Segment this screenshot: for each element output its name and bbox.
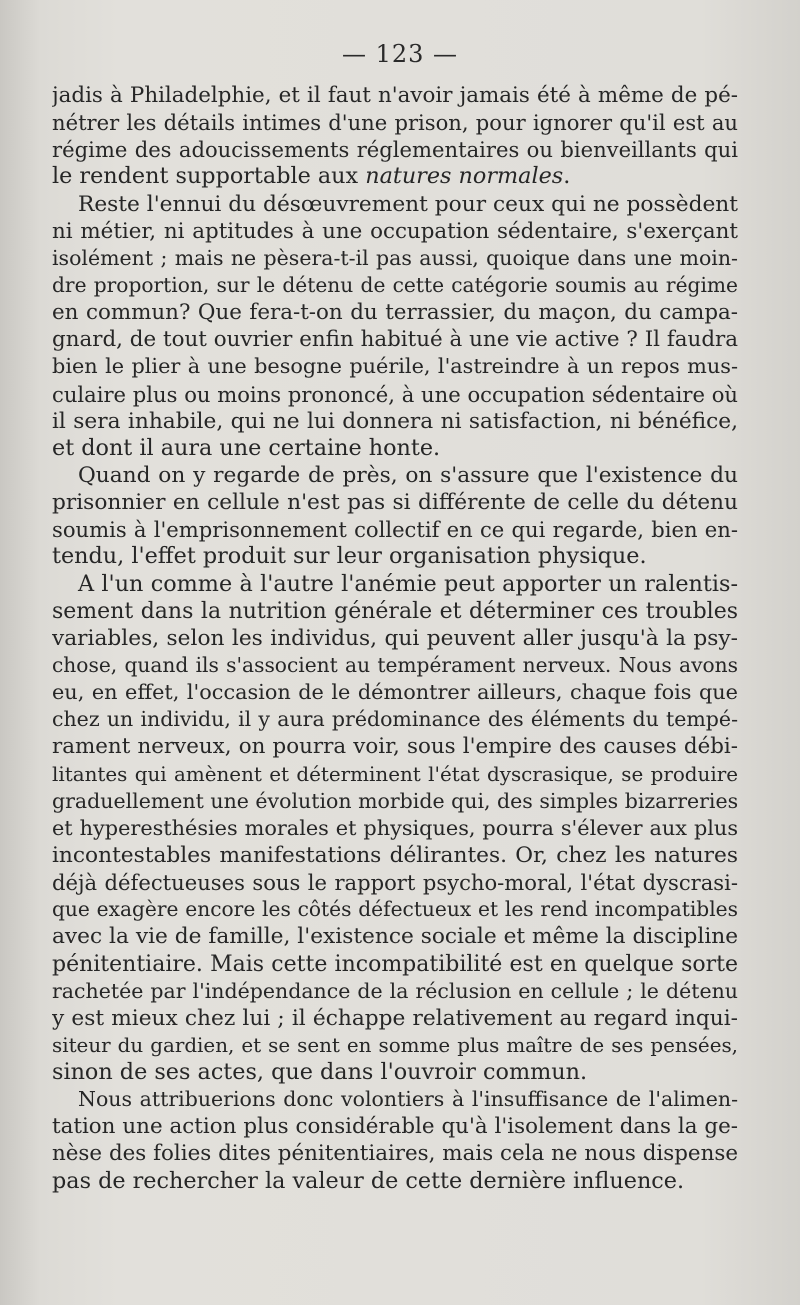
text-line-content: culaire plus ou moins prononcé, à une occupation sédentaire où bbox=[52, 381, 738, 407]
text-line-content: sinon de ses actes, que dans l'ouvroir commun. bbox=[52, 1059, 588, 1086]
text-line bbox=[52, 1168, 738, 1195]
text-line bbox=[52, 1059, 738, 1086]
text-line-content: nèse des folies dites pénitentiaires, mais cela ne nous dispense bbox=[52, 1141, 738, 1167]
text-line bbox=[52, 462, 738, 489]
text-line-content: pénitentiaire. Mais cette incompatibilité est en quelque sorte bbox=[52, 951, 738, 977]
text-line-content: dre proportion, sur le détenu de cette catégorie soumis au régime bbox=[52, 272, 738, 297]
body-text bbox=[52, 82, 738, 1195]
text-line bbox=[52, 353, 738, 380]
text-line bbox=[52, 543, 738, 570]
text-line-content: y est mieux chez lui ; il échappe relativement au regard inqui- bbox=[52, 1005, 738, 1031]
text-line bbox=[52, 272, 738, 299]
text-line-content: isolément ; mais ne pèsera-t-il pas aussi, quoique dans une moin- bbox=[52, 245, 738, 270]
text-line-content: pas de rechercher la valeur de cette dernière influence. bbox=[52, 1167, 685, 1194]
text-line-content: chez un individu, il y aura prédominance des éléments du tempé- bbox=[52, 707, 738, 732]
text-line-content: Quand on y regarde de près, on s'assure que l'existence du bbox=[78, 462, 738, 488]
trailing-punctuation: . bbox=[563, 163, 571, 190]
text-line bbox=[52, 218, 738, 245]
text-line bbox=[52, 842, 738, 869]
text-line bbox=[52, 815, 738, 842]
text-line bbox=[52, 625, 738, 652]
text-line bbox=[52, 1005, 738, 1032]
text-line bbox=[52, 1140, 738, 1167]
text-line bbox=[52, 761, 738, 788]
text-line-content: variables, selon les individus, qui peuvent aller jusqu'à la psy- bbox=[52, 625, 738, 651]
text-line-content: que exagère encore les côtés défectueux et les rend incompatibles bbox=[52, 897, 738, 922]
text-line bbox=[52, 191, 738, 218]
text-line-content: siteur du gardien, et se sent en somme plus maître de ses pensées, bbox=[52, 1033, 738, 1057]
text-line-content: rament nerveux, on pourra voir, sous l'empire des causes débi- bbox=[52, 734, 738, 760]
text-line bbox=[52, 1086, 738, 1113]
text-line-content: soumis à l'emprisonnement collectif en ce qui regarde, bien en- bbox=[52, 517, 738, 543]
text-line-content: avec la vie de famille, l'existence sociale et même la discipline bbox=[52, 924, 738, 950]
text-line-content: et hyperesthésies morales et physiques, pourra s'élever aux plus bbox=[52, 815, 738, 840]
text-line-content: chose, quand ils s'associent au tempérament nerveux. Nous avons bbox=[52, 652, 738, 677]
text-line-content: graduellement une évolution morbide qui, des simples bizarreries bbox=[52, 788, 738, 813]
text-line-content: rachetée par l'indépendance de la réclusion en cellule ; le détenu bbox=[52, 978, 738, 1003]
text-line bbox=[52, 381, 738, 408]
text-line-content: litantes qui amènent et déterminent l'état dyscrasique, se produire bbox=[52, 762, 738, 786]
text-line-content: il sera inhabile, qui ne lui donnera ni satisfaction, ni bénéfice, bbox=[52, 408, 738, 434]
text-line bbox=[52, 408, 738, 435]
text-line-content: Nous attribuerions donc volontiers à l'insuffisance de l'alimen- bbox=[78, 1087, 738, 1112]
text-line bbox=[52, 326, 738, 353]
text-line bbox=[52, 652, 738, 679]
text-line-content: régime des adoucissements réglementaires ou bienveillants qui bbox=[52, 137, 738, 163]
text-line bbox=[52, 109, 738, 136]
text-line bbox=[52, 1113, 738, 1140]
text-line bbox=[52, 923, 738, 950]
text-line bbox=[52, 489, 738, 516]
text-line-content: et dont il aura une certaine honte. bbox=[52, 434, 441, 461]
text-line bbox=[52, 896, 738, 923]
text-line bbox=[52, 679, 738, 706]
text-line bbox=[52, 706, 738, 733]
text-line bbox=[52, 788, 738, 815]
text-line-content: tendu, l'effet produit sur leur organisation physique. bbox=[52, 543, 647, 570]
text-line bbox=[52, 516, 738, 543]
text-line-content: jadis à Philadelphie, et il faut n'avoir jamais été à même de pé- bbox=[52, 83, 738, 108]
text-line-content: sement dans la nutrition générale et déterminer ces troubles bbox=[52, 598, 738, 624]
text-line-content: eu, en effet, l'occasion de le démontrer ailleurs, chaque fois que bbox=[52, 680, 738, 705]
text-line-content: ni métier, ni aptitudes à une occupation sédentaire, s'exerçant bbox=[52, 218, 738, 244]
text-line bbox=[52, 951, 738, 978]
text-line bbox=[52, 245, 738, 272]
page-number: — 123 — bbox=[341, 40, 459, 68]
text-line bbox=[52, 733, 738, 760]
italic-phrase: natures normales bbox=[365, 163, 564, 190]
text-line-content: Reste l'ennui du désœuvrement pour ceux qui ne possèdent bbox=[78, 191, 738, 217]
text-line bbox=[52, 136, 738, 163]
text-line bbox=[52, 571, 738, 598]
text-line-content: bien le plier à une besogne puérile, l'astreindre à un repos mus- bbox=[52, 354, 738, 379]
text-line-content: déjà défectueuses sous le rapport psycho-moral, l'état dyscrasi- bbox=[52, 870, 738, 896]
text-line bbox=[52, 598, 738, 625]
text-line-content: nétrer les détails intimes d'une prison, pour ignorer qu'il est au bbox=[52, 110, 738, 136]
text-line bbox=[52, 435, 738, 462]
text-line-content: tation une action plus considérable qu'à l'isolement dans la ge- bbox=[52, 1114, 738, 1140]
text-line bbox=[52, 1032, 738, 1059]
text-line-content: prisonnier en cellule n'est pas si différente de celle du détenu bbox=[52, 490, 738, 516]
text-line-content: A l'un comme à l'autre l'anémie peut apporter un ralentis- bbox=[78, 570, 738, 597]
text-line-content: gnard, de tout ouvrier enfin habitué à une vie active ? Il faudra bbox=[52, 327, 738, 353]
text-line bbox=[52, 299, 738, 326]
text-line bbox=[52, 163, 738, 190]
text-line bbox=[52, 978, 738, 1005]
text-line bbox=[52, 82, 738, 109]
text-line-content: incontestables manifestations délirantes. Or, chez les natures bbox=[52, 842, 738, 868]
text-line-content: en commun? Que fera-t-on du terrassier, du maçon, du campa- bbox=[52, 300, 738, 326]
text-line bbox=[52, 869, 738, 896]
text-line-content: le rendent supportable aux bbox=[52, 163, 366, 190]
